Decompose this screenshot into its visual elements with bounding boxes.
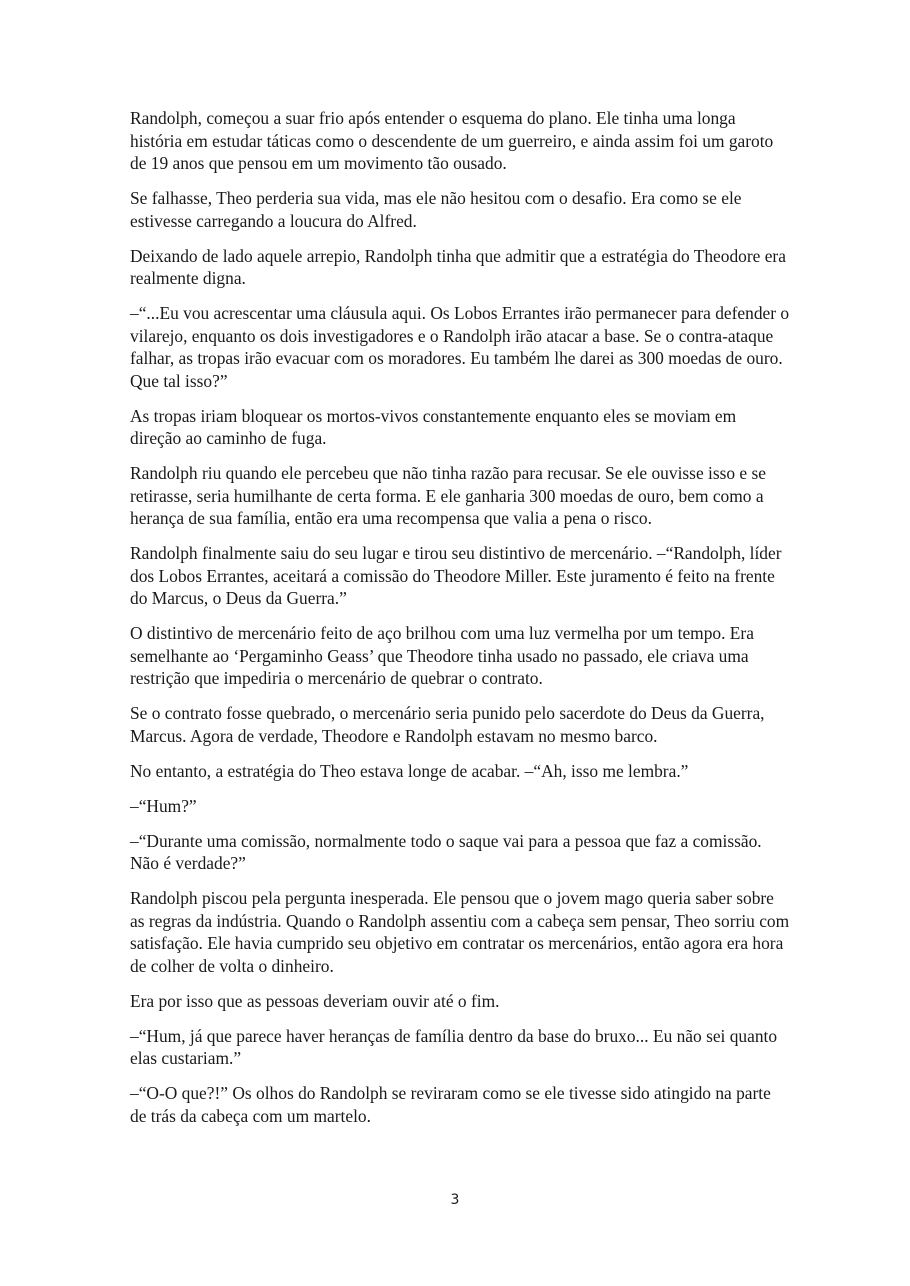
paragraph: –“Hum?” xyxy=(130,795,197,816)
paragraph: –“Hum, já que parece haver heranças de família dentro da base do bruxo... Eu não sei quanto elas custariam.” xyxy=(130,1025,778,1068)
paragraph: Randolph riu quando ele percebeu que não tinha razão para recusar. Se ele ouvisse isso e se retirasse, seria humilhante de certa forma. E ele ganharia 300 moedas de ouro, bem como a herança de sua família, então era uma recompensa que valia a pena o risco. xyxy=(130,463,766,528)
paragraph: –“...Eu vou acrescentar uma cláusula aqui. Os Lobos Errantes irão permanecer para defender o vilarejo, enquanto os dois investigadores e o Randolph irão atacar a base. Se o contra-ataque falhar, as tropas irão evacuar com os moradores. Eu também lhe darei as 300 moedas de ouro. Que tal isso?” xyxy=(130,303,790,391)
page-number: 3 xyxy=(450,1192,460,1208)
paragraph: Randolph piscou pela pergunta inesperada. Ele pensou que o jovem mago queria saber sobre as regras da indústria. Quando o Randolph assentiu com a cabeça sem pensar, Theo sorriu com satisfação. Ele havia cumprido seu objetivo em contratar os mercenários, então agora era hora de colher de volta o dinheiro. xyxy=(130,888,790,976)
paragraph: –“Durante uma comissão, normalmente todo o saque vai para a pessoa que faz a comissão. Não é verdade?” xyxy=(130,830,762,873)
paragraph: Se falhasse, Theo perderia sua vida, mas ele não hesitou com o desafio. Era como se ele estivesse carregando a loucura do Alfred. xyxy=(130,188,742,231)
paragraph: O distintivo de mercenário feito de aço brilhou com uma luz vermelha por um tempo. Era semelhante ao ‘Pergaminho Geass’ que Theodore tinha usado no passado, ele criava uma restrição que impediria o mercenário de quebrar o contrato. xyxy=(130,623,754,688)
paragraph: Deixando de lado aquele arrepio, Randolph tinha que admitir que a estratégia do Theodore era realmente digna. xyxy=(130,245,786,288)
paragraph: No entanto, a estratégia do Theo estava longe de acabar. –“Ah, isso me lembra.” xyxy=(130,760,689,781)
paragraph: Era por isso que as pessoas deveriam ouvir até o fim. xyxy=(130,990,500,1011)
paragraph: Randolph, começou a suar frio após entender o esquema do plano. Ele tinha uma longa história em estudar táticas como o descendente de um guerreiro, e ainda assim foi um garoto de 19 anos que pensou em um movimento tão ousado. xyxy=(130,108,774,173)
body-text xyxy=(130,107,790,1140)
paragraph: –“O-O que?!” Os olhos do Randolph se reviraram como se ele tivesse sido atingido na parte de trás da cabeça com um martelo. xyxy=(130,1083,771,1126)
paragraph: As tropas iriam bloquear os mortos-vivos constantemente enquanto eles se moviam em direção ao caminho de fuga. xyxy=(130,405,737,448)
paragraph: Se o contrato fosse quebrado, o mercenário seria punido pelo sacerdote do Deus da Guerra, Marcus. Agora de verdade, Theodore e Randolph estavam no mesmo barco. xyxy=(130,703,765,746)
paragraph: Randolph finalmente saiu do seu lugar e tirou seu distintivo de mercenário. –“Randolph, líder dos Lobos Errantes, aceitará a comissão do Theodore Miller. Este juramento é feito na frente do Marcus, o Deus da Guerra.” xyxy=(130,543,782,608)
